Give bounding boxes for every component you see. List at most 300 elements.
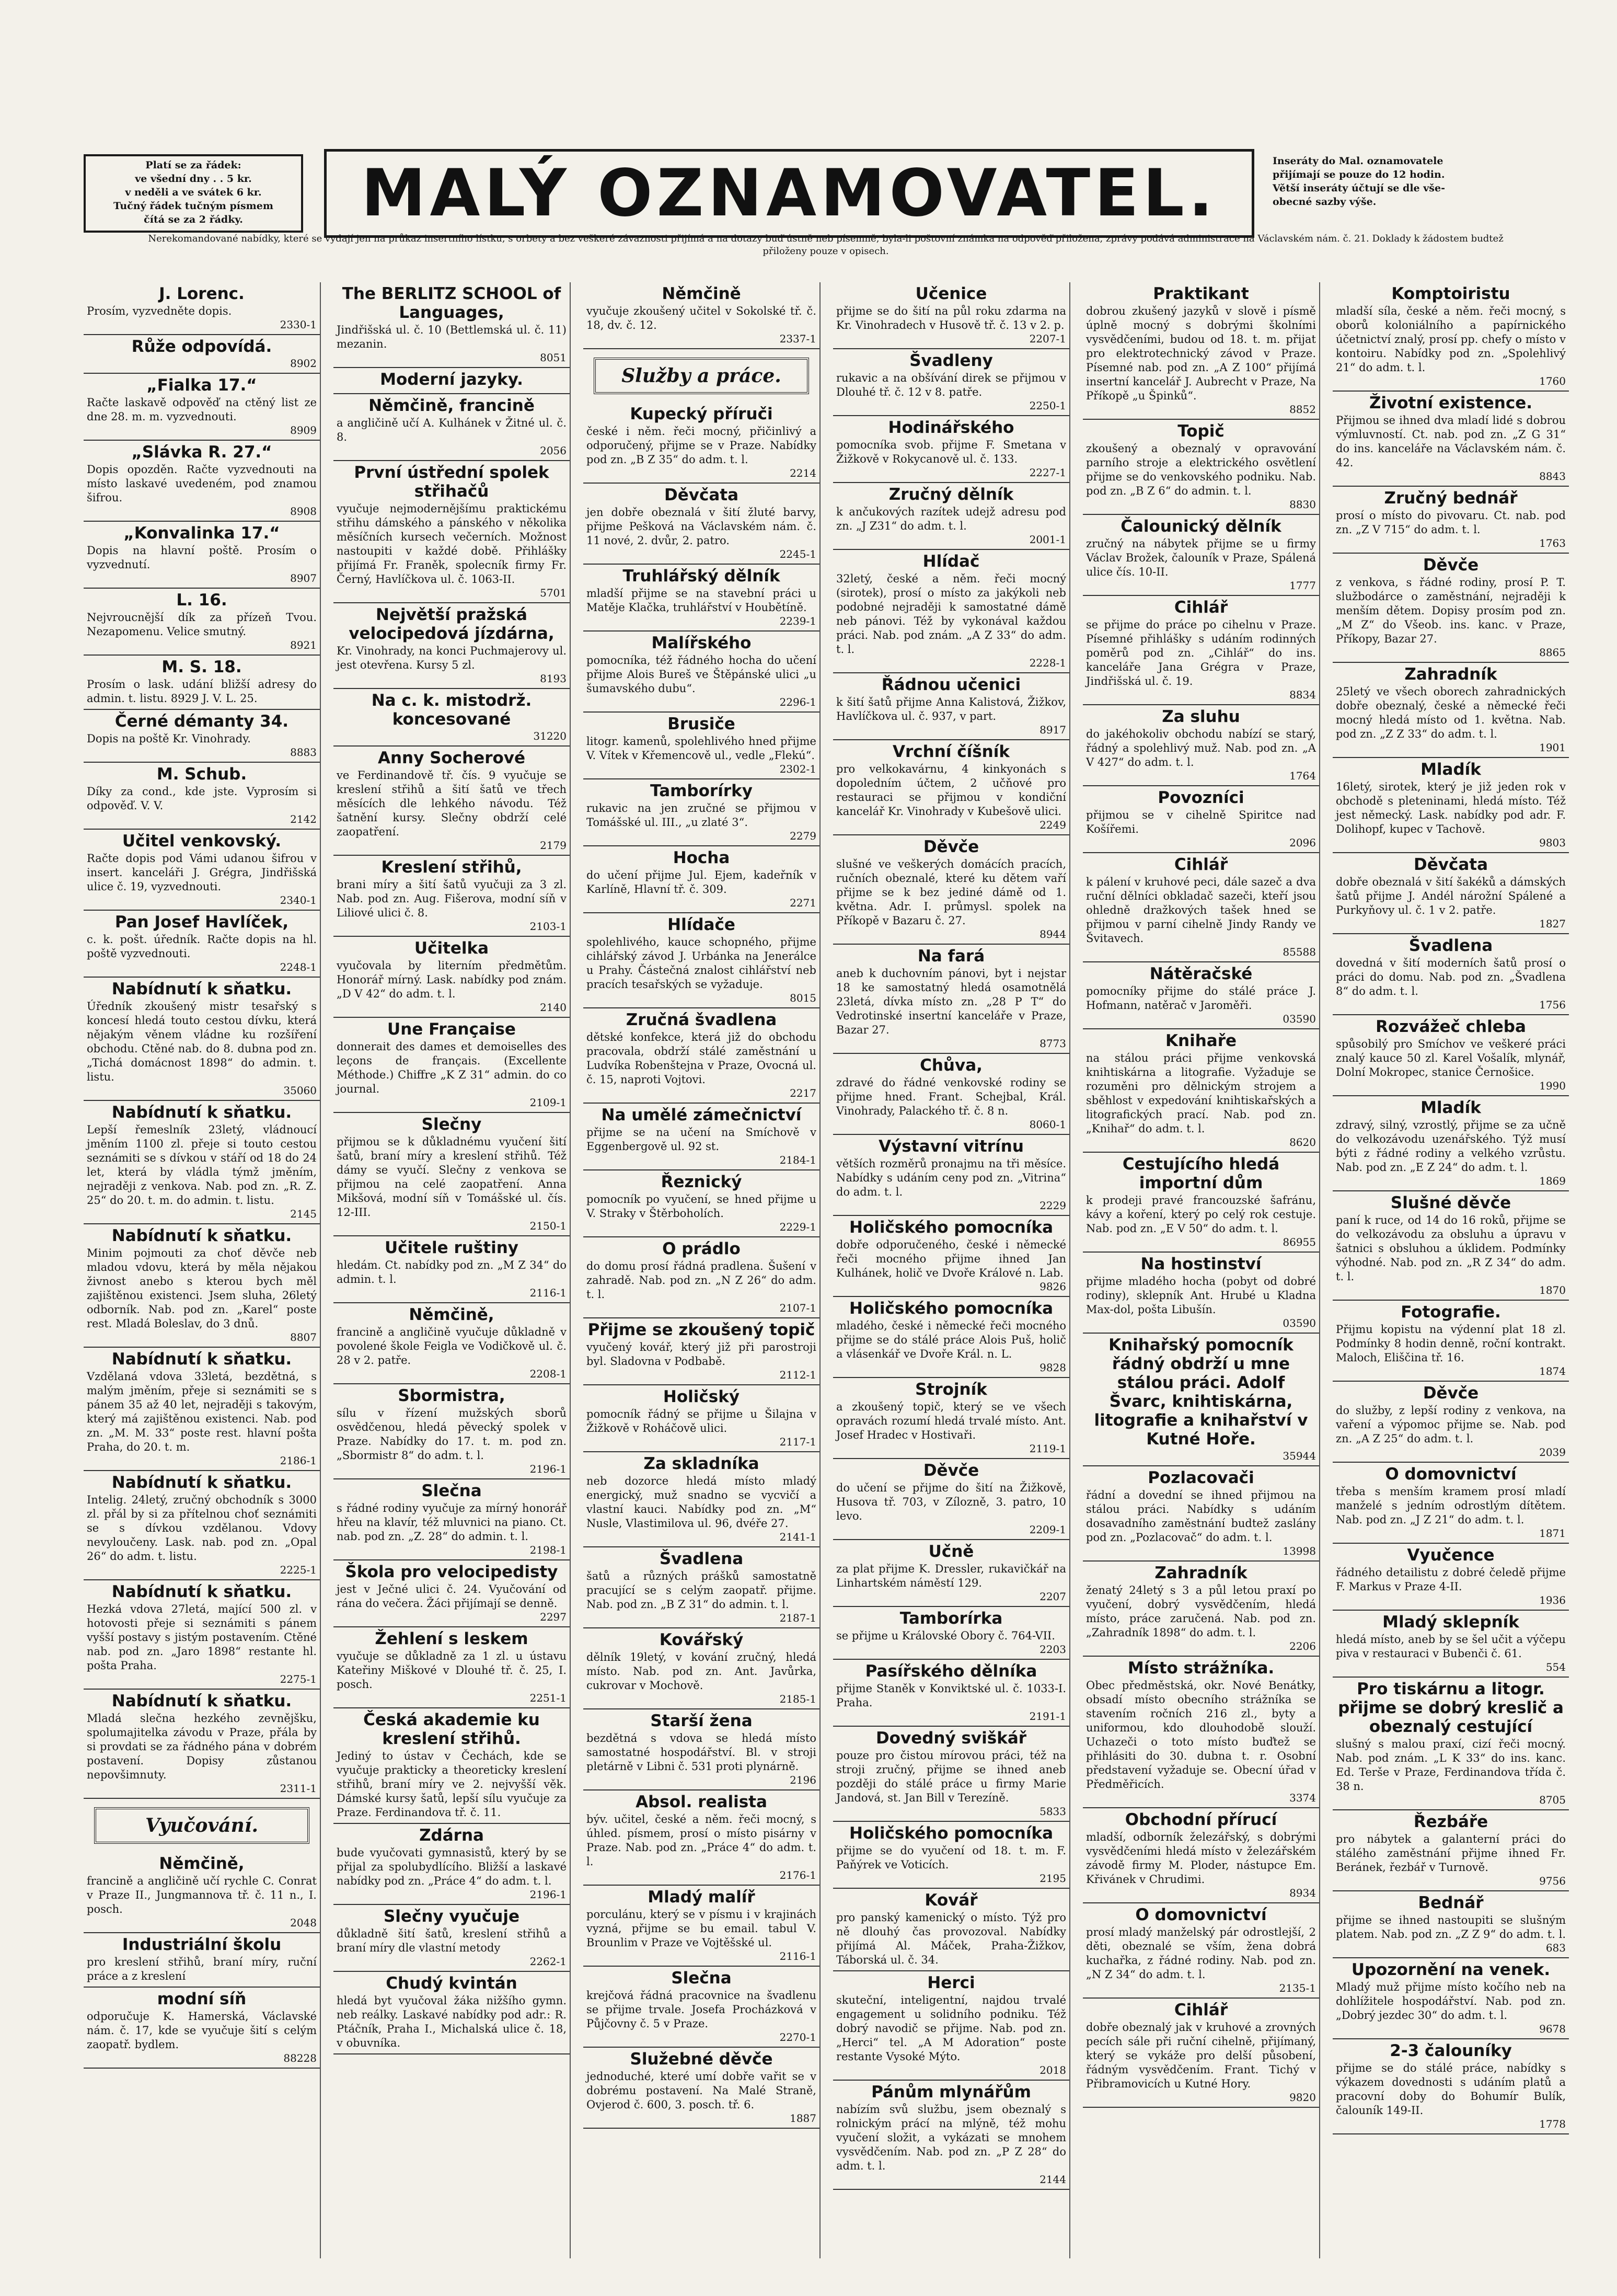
ad-code: 2275-1 [280, 1673, 317, 1685]
classified-ad [1083, 596, 1319, 705]
ad-code: 2196-1 [529, 1888, 567, 1901]
ad-title: Holičského pomocníka [849, 1824, 1053, 1843]
ad-title: Žehlení s leskem [375, 1629, 528, 1648]
classified-ad [1333, 1463, 1569, 1544]
classified-ad [84, 763, 320, 830]
ad-title: „Konvalinka 17.“ [123, 524, 280, 543]
ad-title: Na fará [917, 947, 985, 966]
ad-text: do jakéhokoliv obchodu nabízí se starý, řádný a spolehlivý muž. Nab. pod zn. „A V 427“ do adm. t. l. [1086, 728, 1316, 768]
classified-ad [833, 1660, 1069, 1727]
ad-code: 2116-1 [779, 1950, 816, 1962]
classified-ad [833, 1822, 1069, 1889]
classified-ad [833, 740, 1069, 835]
ad-title: Nátěračské [1149, 965, 1253, 983]
ad-text: Mladý muž přijme místo kočího neb na dohlížitele hospodářství. Nab. pod zn. „Dobrý jezdec 30“ do adm. t. l. [1336, 1981, 1566, 2022]
ad-code: 2116-1 [529, 1287, 567, 1299]
classified-ad [833, 282, 1069, 349]
classified-ad [84, 1471, 320, 1580]
ad-title: Zahradník [1404, 665, 1497, 684]
ad-text: aneb k duchovním pánovi, byt i nejstar 18 ke samostatný hledá osamotnělá 23letá, dívka místo zn. „28 P T“ do Vedrotinské insertní kanceláře v Praze, Bazar 27. [836, 967, 1066, 1036]
ad-text: Prosím, vyzvedněte dopis. [87, 305, 232, 317]
ad-code: 8773 [1040, 1037, 1066, 1050]
ad-text: zdravé do řádné venkovské rodiny se přijme hned. Frant. Schejbal, Král. Vinohrady, Palackého tř. č. 8 n. [836, 1076, 1066, 1117]
ad-text: přijme se do šití na půl roku zdarma na Kr. Vinohradech v Husově tř. č. 13 v 2. p. [836, 305, 1066, 331]
ad-title: Řeznický [661, 1173, 742, 1191]
ad-title: Hodinářského [888, 418, 1014, 437]
ad-text: litogr. kamenů, spolehlivého hned přijme V. Vítek v Křemencově ul., vedle „Flekú“. [586, 735, 816, 762]
classified-ad [84, 522, 320, 589]
ad-code: 2208-1 [529, 1368, 567, 1380]
ad-code: 8193 [540, 672, 567, 685]
ad-title: Sbormistra, [398, 1386, 505, 1405]
ad-code: 2018 [1040, 2064, 1066, 2076]
classified-ad [1333, 1611, 1569, 1678]
classified-ad [1083, 1153, 1319, 1253]
ad-text: k ančukových razítek udejž adresu pod zn. „J Z31“ do adm. t. l. [836, 506, 1066, 532]
ad-text: slušný s malou praxí, cizí řeči mocný. Nab. pod znám. „L K 33“ do ins. kanc. Ed. Terše v Praze, Ferdinandova třída č. 38 n. [1336, 1738, 1566, 1793]
ad-text: na stálou práci přijme venkovská knihtiskárna a litografie. Vyžaduje se rozuměni pro dělnickým strojem a sběhlost v expedování knihtiskařských a litografických prací. Nab. pod zn. „Knihař“ do adm. t. l. [1086, 1052, 1316, 1135]
ad-code: 03590 [1283, 1013, 1316, 1025]
ad-text: Račte dopis pod Vámi udanou šifrou v insert. kanceláři J. Grégra, Jindřišská ulice č. 19, vyzvednouti. [87, 852, 317, 893]
classified-ad [1333, 1382, 1569, 1463]
ad-text: Intelig. 24letý, zručný obchodník s 3000 zl. přál by si za přítelnou choť seznámiti se s dívkou vzdělanou. Vdovy nevyloučeny. Lask. nab. pod zn. „Opal 26“ do adm. t. listu. [87, 1494, 317, 1563]
classified-ad [84, 1690, 320, 1799]
ad-title: Němčině, francině [368, 396, 535, 415]
classified-ad [84, 1988, 320, 2069]
ad-code: 2135-1 [1279, 1982, 1316, 1994]
ad-code: 8883 [290, 746, 317, 759]
ad-title: Nabídnutí k sňatku. [111, 980, 292, 998]
ad-title: Na hostinství [1140, 1255, 1262, 1273]
classified-ad [1333, 392, 1569, 487]
classified-ad [583, 484, 819, 565]
ad-code: 2096 [1289, 836, 1316, 849]
ad-title: Komptoiristu [1391, 284, 1510, 303]
ad-code: 8015 [790, 992, 816, 1004]
ad-text: přijme se na učení na Smíchově v Eggenbergově ul. 92 st. [586, 1126, 816, 1153]
ad-title: J. Lorenc. [159, 284, 245, 303]
ad-code: 1990 [1539, 1080, 1566, 1092]
classified-ad [583, 282, 819, 349]
ad-text: nabízím svů službu, jsem obeznalý s rolnickým prácí na mlýně, též mohu vyučení složit, a vykázati se mnohem vysvědčením. Nab. pod zn. „P Z 28“ do adm. t. l. [836, 2103, 1066, 2172]
ad-title: Industriální školu [122, 1935, 282, 1954]
ad-text: Dopis na poště Kr. Vinohrady. [87, 732, 251, 745]
ad-code: 8865 [1539, 646, 1566, 659]
ad-title: Němčině [662, 284, 741, 303]
classified-ad [333, 856, 570, 937]
ad-text: 25letý ve všech oborech zahradnických dobře obeznalý, české a německé řeči mocný hledá místo od 1. května. Nab. pod zn. „Z Z 33“ do adm. t. l. [1336, 685, 1566, 740]
ad-text: přijme se do vyučení od 18. t. m. F. Paňýrek ve Voticích. [836, 1844, 1066, 1871]
ad-text: české i něm. řeči mocný, přičinlivý a odporučený, přijme se v Praze. Nabídky pod zn. „B Z 35“ do adm. t. l. [586, 425, 816, 466]
classified-ad [1333, 1810, 1569, 1891]
ad-title: Švadlena [1408, 936, 1493, 955]
ad-code: 8834 [1289, 688, 1316, 701]
ad-code: 2141-1 [779, 1531, 816, 1543]
classified-ad [583, 1008, 819, 1104]
ad-code: 2198-1 [529, 1544, 567, 1556]
ad-code: 2103-1 [529, 920, 567, 933]
ad-text: mladší přijme se na stavební práci u Matěje Klačka, truhlářství v Houbětíně. [586, 587, 816, 614]
ad-code: 2245-1 [779, 548, 816, 560]
ad-text: Úředník zkoušený mistr tesařský s koncesí hledá touto cestou dívku, která nějakým věnem vládne ku rozšíření obchodu. Ctěné nab. do 8. dubna pod zn. „Tichá domácnost 1898“ do admin. t. listu. [87, 1000, 317, 1083]
classified-ad [583, 565, 819, 632]
ad-title: Děvčata [1414, 855, 1488, 874]
classified-ad [84, 656, 320, 710]
classified-ad [583, 1170, 819, 1237]
classified-ad [333, 1560, 570, 1627]
classified-ad [833, 1459, 1069, 1540]
ad-text: krejčová řádná pracovnice na švadlenu se přijme trvale. Josefa Procházková v Půjčovny č. 5 v Praze. [586, 1989, 816, 2030]
ad-code: 2191-1 [1029, 1710, 1066, 1723]
ad-title: Mladý sklepník [1382, 1613, 1519, 1632]
ad-text: pro velkokavárnu, 4 kinkyonách s dopoledním účtem, 2 učňové pro restauraci se přijmou v kondiční kancelář Kr. Vinohrady v Kubešově ulici. [836, 763, 1066, 818]
ad-title: Zdárna [419, 1826, 484, 1845]
ad-title: Nabídnutí k sňatku. [111, 1692, 292, 1710]
ad-title: Mladý malíř [648, 1888, 755, 1907]
ad-code: 2187-1 [779, 1612, 816, 1624]
ad-code: 8620 [1289, 1136, 1316, 1149]
ad-code: 2185-1 [779, 1693, 816, 1705]
ad-code: 8807 [290, 1331, 317, 1344]
classified-ad [333, 461, 570, 603]
classified-ad [1083, 962, 1319, 1029]
ad-code: 2176-1 [779, 1869, 816, 1881]
classified-ad [1333, 1301, 1569, 1382]
ad-text: dětské konfekce, která již do obchodu pracovala, obdrží stálé zaměstnání u Ludvíka Robenštejna v Praze, Ovocná ul. č. 15, naproti Vojtovi. [586, 1031, 816, 1086]
newspaper-title: MALÝ OZNAMOVATEL. [361, 156, 1217, 231]
ad-title: Zručná švadlena [626, 1011, 777, 1029]
ad-title: Nabídnutí k sňatku. [111, 1350, 292, 1369]
classified-ad [1333, 1191, 1569, 1301]
ad-title: Hocha [673, 848, 730, 867]
classified-ad [333, 1972, 570, 2054]
ad-title: Chudý kvintán [386, 1974, 517, 1993]
ad-code: 1887 [790, 2112, 816, 2125]
ad-text: Račte laskavě odpověď na ctěný list ze dne 28. m. m. vyzvednouti. [87, 396, 317, 423]
classified-ad [84, 1224, 320, 1348]
ad-code: 1760 [1539, 375, 1566, 387]
ad-code: 35944 [1283, 1450, 1316, 1462]
section-heading [94, 1807, 309, 1844]
classified-ad [84, 1852, 320, 1933]
ad-title: Topič [1177, 422, 1225, 441]
ad-code: 1874 [1539, 1365, 1566, 1377]
ad-code: 2249 [1040, 819, 1066, 831]
ad-title: Pozlacovači [1148, 1468, 1254, 1487]
ad-column [1333, 282, 1569, 2258]
ad-title: Malířského [651, 634, 752, 652]
ad-title: Pánům mlynářům [871, 2083, 1031, 2102]
ad-text: pomocníka, též řádného hocha do učení přijme Alois Bureš ve Štěpánské ulici „u šumavského dubu“. [586, 654, 816, 695]
ad-text: Jediný to ústav v Čechách, kde se vyučuje prakticky a theoreticky kreslení střihů, braní míry ve 2. nejvyšší věk. Dámské kursy šatů, lepší sílu vyučuje za Praze. Ferdinandova tř. č. 11. [337, 1750, 567, 1819]
ad-title: The BERLITZ SCHOOL of Languages, [342, 284, 561, 322]
ad-code: 2107-1 [779, 1302, 816, 1314]
ad-text: přijme Staněk v Konviktské ul. č. 1033-I. Praha. [836, 1682, 1066, 1709]
classified-ad [583, 403, 819, 484]
ad-title: Učitelka [414, 939, 489, 958]
classified-ad [583, 2048, 819, 2129]
ad-title: Děvče [1423, 556, 1479, 575]
ad-title: Na c. k. mistodrž. koncesované [371, 691, 532, 729]
ad-title: Slečny [421, 1115, 482, 1134]
ad-text: odporučuje K. Hamerská, Václavské nám. č. 17, kde se vyučuje šití s celým zaopatř. bydlem. [87, 2010, 317, 2051]
classified-ad [833, 416, 1069, 483]
ad-code: 8917 [1040, 724, 1066, 736]
ad-code: 2144 [1040, 2173, 1066, 2186]
ad-code: 2109-1 [529, 1096, 567, 1109]
ad-code: 2196-1 [529, 1463, 567, 1475]
ad-text: Kr. Vinohrady, na konci Puchmajerovy ul. jest otevřena. Kursy 5 zl. [337, 645, 567, 671]
ad-code: 8909 [290, 424, 317, 437]
ad-text: dobře odporučeného, české i německé řeči mocného přijme ihned Jan Kulhánek, holič ve Dvoře Králové n. Lab. [836, 1238, 1066, 1279]
ad-code: 2270-1 [779, 2031, 816, 2044]
insert-line: Inseráty do Mal. oznamovatele [1273, 155, 1443, 167]
ad-title: První ústřední spolek střihačů [354, 463, 549, 501]
ad-text: zručný na nábytek přijme se u firmy Václav Brožek, čalouník v Praze, Spálená ulice čís. 10-II. [1086, 537, 1316, 578]
ad-text: býv. učitel, české a něm. řeči mocný, s úhled. písmem, prosí o místo pisárny v Praze. Nab. pod zn. „Práce 4“ do adm. t. l. [586, 1813, 816, 1868]
classified-ad [833, 349, 1069, 416]
ad-code: 2140 [540, 1001, 567, 1014]
classified-ad [1333, 282, 1569, 392]
ad-code: 2217 [790, 1087, 816, 1099]
ad-title: Dovedný sviškář [875, 1729, 1027, 1748]
ad-text: z venkova, s řádné rodiny, prosí P. T. službodárce o zaměstnání, nejraději k menším dětem. Dopisy prosím pod zn. „M Z“ do Všeob. ins. kanc. v Praze, Příkopy, Bazar 27. [1336, 576, 1566, 645]
ad-title: M. S. 18. [161, 658, 242, 676]
ad-column [833, 282, 1070, 2258]
classified-ad [1083, 1029, 1319, 1153]
ad-text: neb dozorce hledá místo mladý energický, muž snadno se vycvičí a vlastní kauci. Nabídky pod zn. „M“ Nusle, Vlastimilova ul. 96, dvéře 27. [586, 1475, 816, 1530]
header-notice: Nerekomandované nabídky, které se vydají jen na průkaz insertního lístku, s orbety a bez veškeré závaznosti přijímá a na dotazy buď ústně neb písemně, byla-li poštovní známka na odpověď přiložena, zprávy podává administrace na Václavském nám. č. 21. Doklady k žádostem budtež přiloženy pouze v opisech. [148, 233, 1504, 257]
ad-title: Děvče [923, 837, 979, 856]
ad-title: Česká akademie ku kreslení střihů. [363, 1710, 540, 1748]
ad-code: 2048 [290, 1916, 317, 1929]
classified-ad [583, 1318, 819, 1385]
classified-ad [84, 1101, 320, 1224]
ad-code: 35060 [283, 1084, 317, 1097]
ad-title: Růže odpovídá. [131, 337, 272, 356]
ad-code: 2330-1 [280, 318, 317, 331]
ad-column [84, 282, 321, 2258]
classified-ad [84, 441, 320, 522]
ad-text: prosí mladý manželský pár odrostlejší, 2 děti, obeznalé se vším, žena dobrá kuchařka, z řádné rodiny. Nab. pod zn. „N Z 34“ do adm. t. l. [1086, 1926, 1316, 1981]
ad-code: 2229-1 [779, 1221, 816, 1233]
ad-title: „Slávka R. 27.“ [131, 443, 272, 462]
ad-title: Vyučence [1407, 1546, 1495, 1565]
ad-text: c. k. pošt. úředník. Račte dopis na hl. poště vyzvednouti. [87, 933, 317, 960]
classified-ad [833, 673, 1069, 740]
ad-code: 85588 [1283, 946, 1316, 958]
ad-code: 8907 [290, 572, 317, 584]
ad-title: Učně [928, 1542, 974, 1561]
ad-text: sílu v řízení mužských sborů osvědčenou, hledá pěvecký spolek v Praze. Nabídky do 17. t. m. pod zn. „Sbormistr 8“ do adm. t. l. [337, 1407, 567, 1462]
ad-title: Holičského pomocníka [849, 1218, 1053, 1237]
ad-title: Hlídač [922, 552, 980, 571]
ad-code: 2119-1 [1029, 1442, 1066, 1455]
ad-title: Cihlář [1174, 855, 1228, 874]
ad-code: 2207 [1040, 1590, 1066, 1603]
ad-text: pomocníka svob. přijme F. Smetana v Žižkově v Rokycanově ul. č. 133. [836, 439, 1066, 465]
ad-title: Kupecký příruči [630, 405, 773, 423]
ad-text: vyučuje nejmodernějšímu praktickému střihu dámského a pánského v několika měsíčních kursech večerních. Možnost nastoupiti v každé době. Přihlášky přijímá Fr. Franěk, spolecník firmy Fr. Černý, Havlíčkova ul. č. 1063-II. [337, 502, 567, 586]
ad-text: s řádné rodiny vyučuje za mírný honorář hřeu na klavír, též mluvnici na piano. Ct. nab. pod zn. „Z. 28“ do admin. t. l. [337, 1502, 567, 1543]
rate-line: Platí se za řádek: [145, 159, 241, 171]
ad-code: 13998 [1283, 1545, 1316, 1557]
classified-ad [583, 846, 819, 913]
ad-title: 2-3 čalouníky [1390, 2041, 1512, 2060]
ad-title: Nabídnutí k sňatku. [111, 1226, 292, 1245]
ad-title: Cihlář [1174, 598, 1228, 617]
ad-title: Chůva, [920, 1056, 983, 1075]
ad-title: Pan Josef Havlíček, [114, 913, 289, 932]
ad-text: Obec předměstská, okr. Nové Benátky, obsadí místo obecního strážníka se stavením ročních 216 zl., byty a uniformou, kdo dlouhodobě slouží. Uchazeči o toto místo buďtež se přihlásiti do 30. dubna t. r. Osobní představení vyžaduje se. Obecní úřad v Předměřicích. [1086, 1679, 1316, 1790]
classified-ad [333, 394, 570, 461]
ad-title: Bednář [1418, 1893, 1484, 1912]
ad-title: Mladík [1420, 760, 1481, 779]
classified-ad [1333, 853, 1569, 934]
ad-text: porculánu, který se v písmu i v krajinách vyzná, přijme se bu email. tabul V. Brounlim v Praze ve Vojtěšské ul. [586, 1908, 816, 1949]
ad-text: do domu prosí řádná pradlena. Šušení v zahradě. Nab. pod zn. „N Z 26“ do adm. t. l. [586, 1260, 816, 1301]
section-heading-text: Služby a práce. [621, 365, 781, 387]
ad-code: 8051 [540, 351, 567, 364]
ad-title: Služebné děvče [630, 2050, 773, 2069]
ad-text: vyučuje se důkladně za 1 zl. u ústavu Kateřiny Miškové v Dlouhé tř. č. 25, I. posch. [337, 1650, 567, 1691]
ad-title: Hlídače [667, 915, 735, 934]
ad-text: hledá místo, aneb by se šel učit a výčepu piva v restauraci v Bubenči č. 61. [1336, 1633, 1566, 1660]
classified-ad [333, 1905, 570, 1972]
ad-code: 2340-1 [280, 894, 317, 906]
rate-line: Tučný řádek tučným písmem [113, 200, 273, 212]
section-heading-text: Vyučování. [145, 1815, 259, 1836]
ad-text: Hezká vdova 27letá, mající 500 zl. v hotovosti přeje si seznámiti s pánem vyšší postavy s jistým postavením. Ctěné nab. pod zn. „Jaro 1898“ restante hl. pošta Praha. [87, 1603, 317, 1672]
ad-text: dobře obeznalá v šití šakéků a dámských šatů přijme J. Andél nárožní Spálené a Purkyňovy ul. č. 1 v 2. patře. [1336, 876, 1566, 916]
ad-code: 2337-1 [779, 332, 816, 345]
ad-title: Slečny vyučuje [383, 1907, 519, 1926]
classified-ad [583, 1790, 819, 1886]
classified-ad [583, 913, 819, 1008]
insert-info [1273, 154, 1568, 233]
ad-title: O prádlo [662, 1239, 741, 1258]
ad-title: Une Française [387, 1020, 516, 1039]
ad-code: 2184-1 [779, 1154, 816, 1166]
classified-ad [84, 830, 320, 911]
ad-text: a angličině učí A. Kulhánek v Žitné ul. č. 8. [337, 417, 567, 443]
newspaper-title-box [324, 149, 1254, 238]
ad-title: Knihařský pomocník řádný obdrží u mne stálou práci. Adolf Švarc, knihtiskárna, litografie a knihařství v Kutné Hoře. [1094, 1336, 1308, 1449]
classified-ad [583, 779, 819, 846]
ad-code: 2297 [540, 1611, 567, 1623]
classified-ad [84, 911, 320, 978]
ad-text: dovedná v šití moderních šatů prosí o práci do domu. Nab. pod zn. „Švadlena 8“ do adm. t. l. [1336, 957, 1566, 997]
ad-title: Knihaře [1165, 1031, 1237, 1050]
classified-ad [583, 1452, 819, 1547]
ad-title: Na umělé zámečnictví [601, 1106, 802, 1124]
ad-text: pro panský kamenický o místo. Týž pro ně dlouhý čas provozoval. Nabídky přijímá Al. Máček, Praha-Žižkov, Táborská ul. č. 34. [836, 1911, 1066, 1966]
classified-ad [833, 1727, 1069, 1822]
ad-columns [84, 282, 1568, 2269]
ad-text: francině a angličině vyučuje důkladně v povolené škole Feigla ve Vodičkově ul. č. 28 v 2. patře. [337, 1326, 567, 1367]
ad-title: Přijme se zkoušený topič [587, 1321, 815, 1339]
classified-ad [1083, 1334, 1319, 1466]
ad-code: 8921 [290, 639, 317, 651]
classified-ad [583, 1967, 819, 2048]
ad-title: O domovnictví [1135, 1905, 1267, 1924]
classified-ad [1083, 1657, 1319, 1808]
classified-ad [1083, 1466, 1319, 1562]
classified-ad [1333, 1544, 1569, 1611]
ad-code: 9803 [1539, 836, 1566, 849]
ad-text: Dopis opozděn. Račte vyzvednouti na místo laskavé uvedeném, pod znamou šifrou. [87, 463, 317, 504]
ad-text: a zkoušený topič, který se ve všech opravách rozumí hledá trvalé místo. Ant. Josef Hradec v Hostivaři. [836, 1400, 1066, 1441]
section-heading [594, 358, 809, 394]
ad-text: skuteční, inteligentní, najdou trvalé engagement u solidního podniku. Též dobrý navodič se přijme. Nab. pod zn. „Herci“ tel. „A M Adoration“ poste restante Vysoké Mýto. [836, 1994, 1066, 2063]
ad-text: dělník 19letý, v kování zručný, hledá místo. Nab. pod zn. Ant. Javůrka, cukrovar v Mochově. [586, 1651, 816, 1692]
classified-ad [583, 1709, 819, 1790]
ad-code: 2225-1 [280, 1564, 317, 1576]
ad-code: 2196 [790, 1774, 816, 1786]
classified-ad [84, 335, 320, 374]
ad-column [583, 282, 821, 2258]
ad-text: do učení se přijme do šití na Žižkově, Husova tř. 703, v Zílozně, 3. patro, 10 levo. [836, 1482, 1066, 1522]
classified-ad [833, 1540, 1069, 1607]
ad-text: přijme se ihned nastoupiti se slušným platem. Nab. pod zn. „Z Z 9“ do adm. t. l. [1336, 1914, 1566, 1941]
ad-title: Němčině, [159, 1854, 245, 1873]
ad-text: Nejvroucnější dík za přízeň Tvou. Nezapomenu. Velice smutný. [87, 611, 317, 638]
ad-title: Zručný bednář [1384, 489, 1518, 508]
ad-text: do služby, z lepší rodiny z venkova, na vaření a výpomoc přijme se. Nab. pod zn. „A Z 25“ do adm. t. l. [1336, 1404, 1566, 1445]
classified-ad [333, 1303, 570, 1384]
classified-ad [1333, 1015, 1569, 1096]
classified-ad [333, 1384, 570, 1479]
ad-text: pomocníky přijme do stálé práce J. Hofmann, natěrač v Jaroměři. [1086, 985, 1316, 1012]
classified-ad [1333, 1678, 1569, 1810]
classified-ad [833, 835, 1069, 945]
ad-code: 8060-1 [1029, 1118, 1066, 1131]
ad-title: Učenice [915, 284, 987, 303]
ad-title: Švadlena [659, 1549, 744, 1568]
ad-title: „Fialka 17.“ [146, 376, 257, 395]
ad-text: k pálení v kruhové peci, dále sazeč a dva ruční dělníci obkladač sazeči, kteří jsou ohledně dražkových tašek hned se přijmou v parní cihelně Jindy Randy ve Švitavech. [1086, 876, 1316, 945]
ad-title: Nabídnutí k sňatku. [111, 1473, 292, 1492]
ad-text: donnerait des dames et demoiselles des leçons de français. (Excellente Méthode.) Chiffre „K Z 31“ admin. do co journal. [337, 1040, 567, 1095]
ad-title: Děvčata [664, 486, 738, 504]
ad-code: 2228-1 [1029, 657, 1066, 669]
ad-text: Přijmou se ihned dva mladí lidé s dobrou výmluvností. Ct. nab. pod zn. „Z G 31“ do ins. kanceláře na Václavském nám. č. 42. [1336, 414, 1566, 469]
ad-code: 2179 [540, 839, 567, 852]
classified-ad [583, 1886, 819, 1967]
ad-code: 2250-1 [1029, 399, 1066, 412]
ad-title: Slečna [421, 1482, 482, 1500]
ad-text: zdravý, silný, vzrostlý, přijme se za učně do velkozávodu uzenářského. Týž musí býti z řádné rodiny a velkého vzrůstu. Nab. pod zn. „E Z 24“ do adm. t. l. [1336, 1119, 1566, 1174]
ad-title: Švadleny [909, 351, 993, 370]
ad-title: Výstavní vitrínu [879, 1137, 1024, 1156]
ad-text: pomocník po vyučení, se hned přijme u V. Straky v Štěrboholích. [586, 1193, 816, 1220]
ad-title: Pro tiskárnu a litogr. přijme se dobrý kreslič a obeznalý cestující [1338, 1680, 1564, 1736]
ad-code: 2142 [290, 813, 317, 825]
insert-line: Větší inseráty účtují se dle vše- [1273, 182, 1445, 194]
ad-title: Za skladníka [643, 1454, 759, 1473]
ad-text: do učení přijme Jul. Ejem, kadeřník v Karlíně, Hlavní tř. č. 309. [586, 869, 816, 896]
classified-ad [1083, 1253, 1319, 1334]
ad-text: vyučený kovář, který již při parostroji byl. Sladovna v Podbabě. [586, 1341, 816, 1368]
classified-ad [833, 1607, 1069, 1660]
ad-code: 1871 [1539, 1527, 1566, 1540]
ad-code: 8705 [1539, 1794, 1566, 1806]
ad-title: Fotografie. [1401, 1303, 1501, 1322]
ad-title: Holičský [663, 1387, 740, 1406]
insert-line: obecné sazby výše. [1273, 196, 1377, 208]
ad-code: 2209-1 [1029, 1523, 1066, 1536]
ad-title: Tamborírky [650, 782, 753, 800]
